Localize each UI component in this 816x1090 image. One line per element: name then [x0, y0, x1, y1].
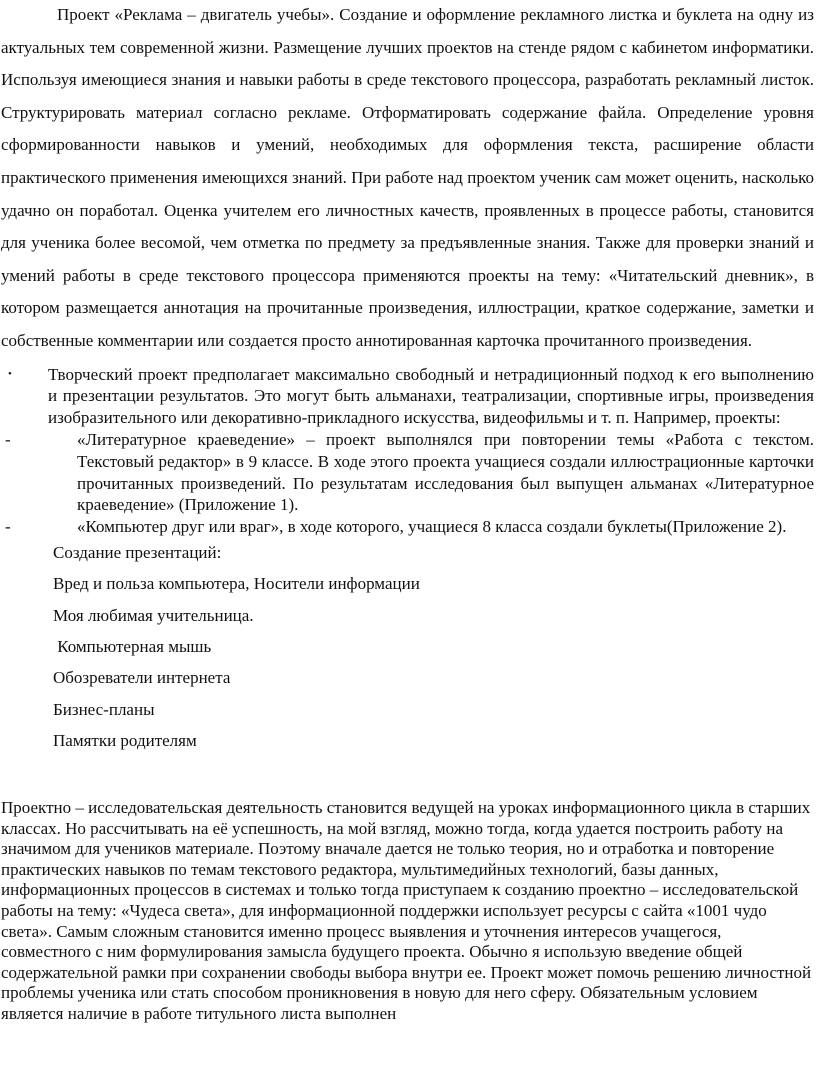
list-item: Моя любимая учительница. [53, 605, 254, 625]
presentations-list [1, 573, 814, 752]
list-item: Обозреватели интернета [53, 668, 231, 688]
list-item-text: «Литературное краеведение» – проект выполнялся при повторении темы «Работа с текстом. Текстовый редактор» в 9 классе. В ходе этого проекта учащиеся создали иллюстрационные карточки прочитанных произведений. По результатам исследования был выпущен альманах «Литературное краеведение» (Приложение 1). [77, 429, 814, 515]
list-item [1, 429, 814, 516]
intro-paragraph: Проект «Реклама – двигатель учебы». Создание и оформление рекламного листка и буклета на одну из актуальных тем современной жизни. Размещение лучших проектов на стенде рядом с кабинетом информатики. Используя имеющиеся знания и навыки работы в среде текстового процессора, разработать рекламный листок. Структурировать материал согласно рекламе. Отформатировать содержание файла. Определение уровня сформированности навыков и умений, необходимых для оформления текста, расширение области практического применения имеющихся знаний. При работе над проектом ученик сам может оценить, насколько удачно он поработал. Оценка учителем его личностных качеств, проявленных в процессе работы, становится для ученика более весомой, чем отметка по предмету за предъявленные знания. Также для проверки знаний и умений работы в среде текстового процессора применяются проекты на тему: «Читательский дневник», в котором размещается аннотация на прочитанные произведения, иллюстрации, краткое содержание, заметки и собственные комментарии или создается просто аннотированная карточка прочитанного произведения. [1, 5, 814, 350]
list-item: Бизнес-планы [53, 699, 155, 719]
project-examples-list [1, 429, 814, 538]
list-item [1, 516, 814, 538]
list-item: Памятки родителям [53, 731, 197, 751]
bullet-text: Творческий проект предполагает максимально свободный и нетрадиционный подход к его выполнению и презентации результатов. Это могут быть альманахи, театрализации, спортивные игры, произведения изобразительного или декоративно-прикладного искусства, видеофильмы и т. п. Например, проекты: [48, 364, 814, 428]
dash-marker: - [5, 429, 11, 449]
final-paragraph: Проектно – исследовательская деятельность становится ведущей на уроках информационного цикла в старших классах. Но рассчитывать на её успешность, на мой взгляд, можно тогда, когда удается построить работу на значимом для учеников материале. Поэтому вначале дается не только теория, но и отработка и повторение практических навыков по темам текстового редактора, мультимедийных технологий, базы данных, информационных процессов в системах и только тогда приступаем к созданию проектно – исследовательской работы на тему: «Чудеса света», для информационной поддержки использует ресурсы с сайта «1001 чудо света». Самым сложным становится именно процесс выявления и уточнения интересов учащегося, совместного с ним формулирования замысла будущего проекта. Обычно я использую введение общей содержательной рамки при сохранении свободы выбора внутри ее. Проект может помочь решению личностной проблемы ученика или стать способом проникновения в новую для него сферу. Обязательным условием является наличие в работе титульного листа выполнен [1, 798, 812, 1023]
list-item-text: «Компьютер друг или враг», в ходе которого, учащиеся 8 класса создали буклеты(Приложение 2). [77, 517, 787, 537]
dash-marker: - [5, 517, 11, 537]
list-item: Компьютерная мышь [53, 637, 212, 657]
bullet-list [1, 364, 814, 429]
list-item: Вред и польза компьютера, Носители информации [53, 574, 420, 594]
presentations-heading: Создание презентаций: [53, 542, 222, 562]
bullet-dot-icon: • [8, 367, 12, 380]
bullet-item-creative-project [1, 364, 814, 429]
